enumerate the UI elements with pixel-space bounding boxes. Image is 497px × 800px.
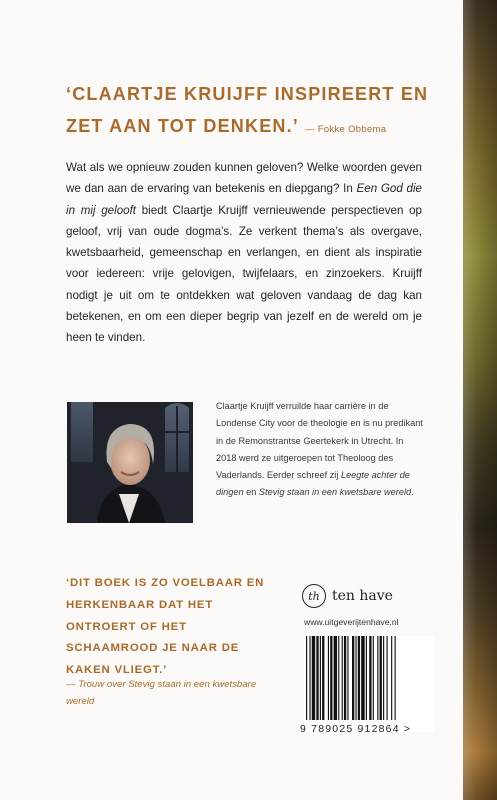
barcode-bar: [306, 636, 307, 720]
barcode-bars-icon: [304, 636, 434, 722]
barcode-bar: [352, 636, 354, 720]
barcode-bar: [355, 636, 356, 720]
barcode-bar: [334, 636, 337, 720]
barcode-bar: [369, 636, 371, 720]
barcode-bar: [347, 636, 348, 720]
barcode-bar: [361, 636, 364, 720]
publisher-mark-icon: th: [302, 584, 326, 608]
barcode-bar: [322, 636, 324, 720]
barcode-bar: [312, 636, 315, 720]
top-quote-attribution: — Fokke Obbema: [305, 124, 387, 135]
bio-part1: Claartje Kruijff verruilde haar carrière in de Londense City voor de theologie en is nu predikant in de Remonstrantse Geertekerk in Utrecht. In 2018 werd ze uitgeroepen tot Theoloog des Vaderlands. Eerder schreef zij: [216, 401, 423, 481]
barcode-bar: [330, 636, 332, 720]
barcode-bar: [380, 636, 382, 720]
barcode: [304, 636, 434, 732]
publisher-name: ten have: [332, 588, 393, 604]
barcode-bar: [387, 636, 388, 720]
barcode-bar: [395, 636, 396, 720]
barcode-bar: [344, 636, 346, 720]
barcode-bar: [309, 636, 310, 720]
bio-part3: .: [411, 487, 414, 498]
bottom-quote-attribution: — Trouw over Stevig staan in een kwetsbare wereld: [66, 679, 257, 707]
publisher-website: www.uitgeverijtenhave.nl: [304, 617, 399, 627]
description-part2: biedt Claartje Kruijff vernieuwende perspectieven op geloof, vrij van oude dogma’s. Ze verkent thema’s als overgave, kwetsbaarheid, gemeenschap en verlangen, en dient als inspiratie voor iedereen: vrije gelovigen, twijfelaars, en zinzoekers. Kruijff nodigt je uit om te ontdekken wat geloven vandaag de dag kan betekenen, en om een dieper begrip van jezelf en de wereld om je heen te vinden.: [66, 203, 422, 345]
barcode-bar: [383, 636, 384, 720]
barcode-bar: [377, 636, 378, 720]
barcode-bar: [391, 636, 392, 720]
barcode-bar: [338, 636, 339, 720]
author-photo: [67, 402, 193, 523]
barcode-bar: [316, 636, 318, 720]
bio-book2: Stevig staan in een kwetsbare wereld: [258, 487, 412, 498]
publisher-logo: [302, 582, 393, 610]
description-part1: Wat als we opnieuw zouden kunnen geloven? Welke woorden geven we dan aan de ervaring van betekenis en diepgang? In: [66, 161, 422, 196]
barcode-bar: [320, 636, 321, 720]
book-title: Een God die in mij gelooft: [66, 182, 422, 217]
bio-book1: Leegte achter de dingen: [216, 470, 410, 498]
isbn-number: 9 789025 912864 >: [300, 723, 412, 735]
description-text: [66, 157, 422, 349]
bottom-quote: ‘DIT BOEK IS ZO VOELBAAR EN HERKENBAAR DAT HET ONTROERT OF HET SCHAAMROOD JE NAAR DE KAKEN VLIEGT.’: [66, 577, 265, 677]
barcode-bar: [373, 636, 374, 720]
barcode-bar: [342, 636, 343, 720]
top-quote-text: ‘CLAARTJE KRUIJFF INSPIREERT EN ZET AAN TOT DENKEN.’: [66, 84, 429, 136]
barcode-bar: [366, 636, 367, 720]
bio-part2: en: [243, 487, 259, 498]
book-spine: [463, 0, 497, 800]
top-quote: [66, 78, 446, 146]
barcode-bar: [358, 636, 360, 720]
barcode-bar: [328, 636, 329, 720]
author-bio: [216, 398, 426, 502]
